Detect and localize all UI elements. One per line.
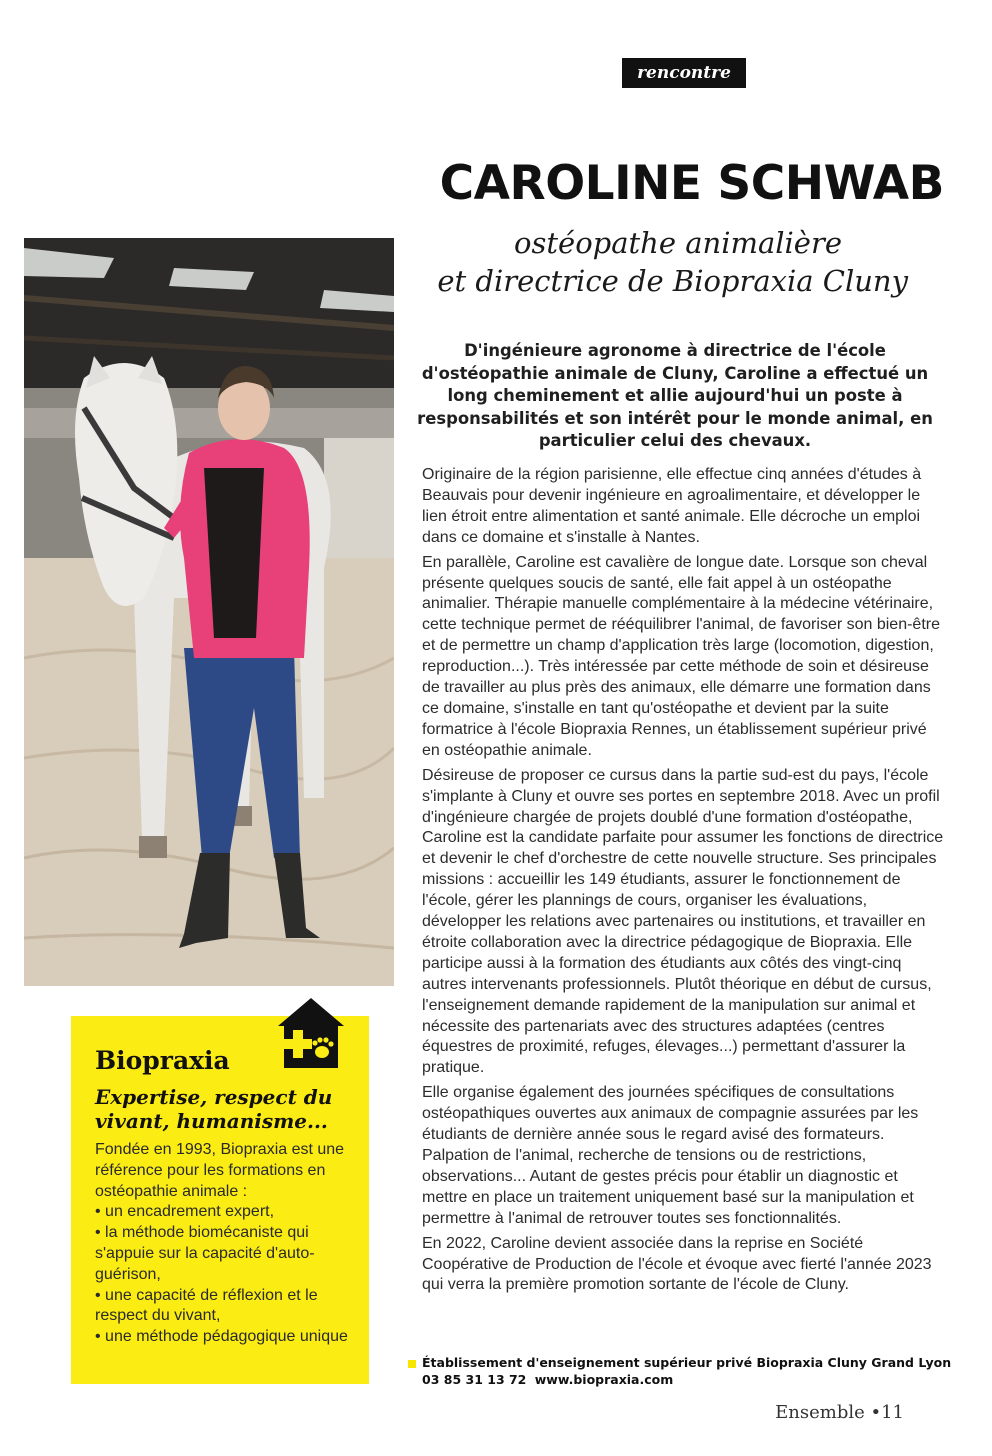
body-paragraph: En parallèle, Caroline est cavalière de longue date. Lorsque son cheval présente quelques soucis de santé, elle fait appel à un ostéopathe animalier. Thérapie manuelle complémentaire à la médecine vétérinaire, cette technique permet de rééquilibrer l'animal, de favoriser son bien-être et de permettre un champ d'application très large (locomotion, digestion, reproduction...). Très intéressée par cette méthode de soin et désireuse de travailler au plus près des animaux, elle démarre une formation dans ce domaine, s'installe en tant qu'ostéopathe et devient par la suite formatrice à l'école Biopraxia Rennes, un établissement supérieur privé en ostéopathie animale.: [422, 553, 940, 759]
subtitle-line-2: et directrice de Biopraxia Cluny: [437, 264, 908, 298]
box-list-item: • la méthode biomécaniste qui s'appuie sur la capacité d'auto-guérison,: [95, 1224, 315, 1283]
section-tag: rencontre: [622, 58, 746, 88]
body-paragraph: En 2022, Caroline devient associée dans la reprise en Société Coopérative de Production de l'école et évoque avec fierté l'année 2023 qui verra la première promotion sortante de l'école de Cluny.: [422, 1234, 932, 1294]
body-paragraph: Originaire de la région parisienne, elle effectue cinq années d'études à Beauvais pour devenir ingénieure en agroalimentaire, et développer le lien étroit entre alimentation et santé animale. Elle décroche un emploi dans ce domaine et s'installe à Nantes.: [422, 466, 922, 546]
body-paragraph: Désireuse de proposer ce cursus dans la partie sud-est du pays, l'école s'implante à Cluny et ouvre ses portes en septembre 2018. Avec un profil d'ingénieure chargée de projets doublé d'une formation d'ostéopathe, Caroline est la candidate parfaite pour assumer les fonctions de directrice et devenir le chef d'orchestre de cette nouvelle structure. Ses principales missions : accueillir les 149 étudiants, assurer le fonctionnement de l'école, gérer les plannings de cours, organiser les évaluations, développer les relations avec partenaires ou institutions, et travailler en étroite collaboration avec la directrice pédagogique de Biopraxia. Elle participe aussi à la formation des étudiants aux côtés des vingt-cinq autres intervenants professionnels. Plutôt théorique en début de cursus, l'enseignement demande rapidement de la manipulation sur animal et nécessite des partenariats avec des structures adaptées (centres équestres de proximité, refuges, élevages...) permettant d'assurer la pratique.: [422, 766, 944, 1077]
box-list-item: • un encadrement expert,: [95, 1203, 275, 1221]
yellow-bullet-icon: [408, 1360, 416, 1368]
box-list-item: • une capacité de réflexion et le respect du vivant,: [95, 1286, 318, 1325]
box-text: [95, 1140, 363, 1348]
box-list-item: • une méthode pédagogique unique: [95, 1328, 348, 1346]
subtitle-line-1: ostéopathe animalière: [514, 226, 842, 260]
portrait-photo: [24, 238, 394, 986]
box-title: Biopraxia: [95, 1046, 230, 1075]
article-lede: D'ingénieure agronome à directrice de l'école d'ostéopathie animale de Cluny, Caroline a effectué un long cheminement et allie aujourd'hui un poste à responsabilités et son intérêt pour le monde animal, en particulier celui des chevaux.: [417, 341, 933, 451]
box-subtitle: Expertise, respect du vivant, humanisme...: [95, 1085, 333, 1133]
page-number: Ensemble •11: [775, 1402, 904, 1423]
box-intro: Fondée en 1993, Biopraxia est une référence pour les formations en ostéopathie animale :: [95, 1141, 345, 1200]
contact-info: [422, 1354, 962, 1388]
contact-line: Établissement d'enseignement supérieur privé Biopraxia Cluny Grand Lyon: [422, 1355, 952, 1370]
article-title: CAROLINE SCHWAB: [439, 156, 944, 211]
contact-phone: 03 85 31 13 72: [422, 1372, 527, 1387]
body-paragraph: Elle organise également des journées spécifiques de consultations ostéopathiques ouvertes aux animaux de compagnie assurées par les étudiants de dernière année sous le regard avisé des formateurs. Palpation de l'animal, recherche de tensions ou de restrictions, observations... Autant de gestes précis pour établir un diagnostic et mettre en place un traitement uniquement basé sur la manipulation et permettre à l'animal de retrouver toutes ses fonctionnalités.: [422, 1084, 919, 1227]
article-body: [422, 465, 946, 1300]
contact-website[interactable]: www.biopraxia.com: [534, 1372, 674, 1387]
house-paw-icon: [276, 996, 346, 1070]
article-subtitle: [400, 224, 908, 300]
